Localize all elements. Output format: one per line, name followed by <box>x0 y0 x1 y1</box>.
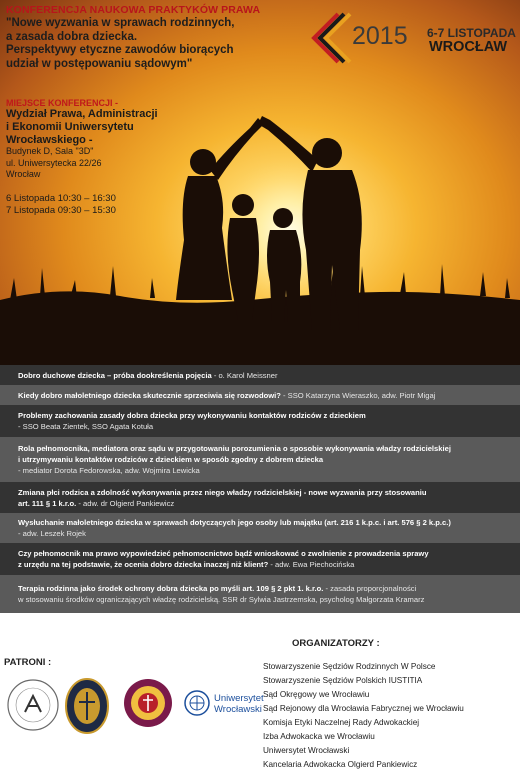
agenda-item <box>0 543 520 575</box>
agenda-topic: z urzędu na tej podstawie, że ocenia dobro dziecka inaczej niż klient? <box>18 560 269 569</box>
family-judges-association-seal-icon <box>123 678 173 728</box>
agenda-speakers: - adw. Leszek Rojek <box>18 529 86 538</box>
schedule-times <box>6 193 206 217</box>
schedule-time: 6 Listopada 10:30 – 16:30 <box>6 192 116 204</box>
venue-label: MIEJSCE KONFERENCJI - <box>6 98 119 108</box>
organizer-item: Uniwersytet Wrocławski <box>263 746 350 755</box>
agenda-topic: Dobro duchowe dziecka – próba dookreślenia pojęcia <box>18 371 212 380</box>
agenda-line <box>18 583 520 594</box>
agenda-item <box>0 385 520 405</box>
organizer-item: Sąd Rejonowy dla Wrocławia Fabrycznej we Wrocławiu <box>263 704 464 713</box>
agenda-topic: art. 111 § 1 k.r.o. <box>18 499 77 508</box>
agenda-topic: Wysłuchanie małoletniego dziecka w sprawach dotyczących jego osoby lub majątku (art. 216 1 k.p.c. i art. 576 § 2 k.p.c.) <box>18 518 451 527</box>
agenda-line <box>18 594 520 605</box>
conference-title-block <box>6 4 306 71</box>
agenda-line <box>18 528 520 539</box>
organizer-item: Stowarzyszenie Sędziów Polskich IUSTITIA <box>263 676 423 685</box>
chevron-stripes-icon <box>308 8 352 68</box>
subtitle-line: Perspektywy etyczne zawodów biorących <box>6 44 234 56</box>
agenda-topic: i utrzymywaniu kontaktów rodziców z dzieckiem w sposób zgodny z dobrem dziecka <box>18 455 324 464</box>
agenda-speakers: - o. Karol Meissner <box>211 371 278 380</box>
agenda-speakers: - adw. Ewa Piechocińska <box>268 560 355 569</box>
address-line: Budynek D, Sala "3D" <box>6 146 94 157</box>
logo-year: 2015 <box>352 22 408 50</box>
organizers-label: ORGANIZATORZY : <box>292 638 380 649</box>
university-name-line: Uniwersytet <box>214 693 264 704</box>
agenda-line <box>18 498 520 509</box>
organizer-item: Kancelaria Adwokacka Olgierd Pankiewicz <box>263 760 418 769</box>
agenda-line <box>18 390 520 401</box>
patrons-label: PATRONI : <box>4 657 52 668</box>
venue-block <box>6 98 206 217</box>
agenda-item <box>0 437 520 482</box>
university-logo <box>184 688 274 718</box>
subtitle-line: a zasada dobra dziecka. <box>6 30 138 43</box>
university-name-line: Wrocławski <box>214 704 262 715</box>
venue-name-line: Wrocławskiego - <box>6 133 93 146</box>
agenda-speakers: - adw. dr Olgierd Pankiewicz <box>76 499 175 508</box>
agenda-topic: Terapia rodzinna jako środek ochrony dobra dziecka po myśli art. 109 § 2 pkt 1. k.r.o. <box>18 584 324 593</box>
agenda-speakers: - zasada proporcjonalności <box>323 584 417 593</box>
agenda-topic: Problemy zachowania zasady dobra dziecka przy wykonywaniu kontaktów rodziców z dzieckiem <box>18 411 366 420</box>
organizer-item: Komisja Etyki Naczelnej Rady Adwokackiej <box>263 718 420 727</box>
agenda-speakers: - SSO Beata Zientek, SSO Agata Kotuła <box>18 422 154 431</box>
logo-city: WROCŁAW <box>429 39 508 55</box>
subtitle-line: "Nowe wyzwania w sprawach rodzinnych, <box>6 17 235 29</box>
conference-kicker: KONFERENCJA NAUKOWA PRAKTYKÓW PRAWA <box>6 4 261 16</box>
agenda-speakers: w stosowaniu środków ograniczających władzę rodzicielską. SSR dr Sylwia Jastrzemska, psycholog Małgorzata Kramarz <box>18 595 425 604</box>
agenda-topic: Czy pełnomocnik ma prawo wypowiedzieć pełnomocnictwo bądź wnioskować o zwolnienie z prowadzenia sprawy <box>18 549 429 558</box>
address-line: Wrocław <box>6 169 41 180</box>
organizer-item: Stowarzyszenie Sędziów Rodzinnych W Polsce <box>263 662 436 671</box>
event-logo <box>308 8 518 68</box>
agenda-topic: Kiedy dobro małoletniego dziecka skutecznie sprzeciwia się rozwodowi? <box>18 391 281 400</box>
agenda-line <box>18 465 520 476</box>
agenda-line <box>18 559 520 570</box>
bar-association-seal-icon <box>6 678 60 732</box>
venue-address <box>6 146 206 181</box>
agenda-line <box>18 410 520 421</box>
venue-name-line: Wydział Prawa, Administracji <box>6 108 158 120</box>
footer-section <box>0 613 520 769</box>
agenda-item <box>0 575 520 613</box>
agenda-line <box>18 454 520 465</box>
hero-banner <box>0 0 520 365</box>
organizer-item: Sąd Okręgowy we Wrocławiu <box>263 690 370 699</box>
agenda-speakers: - mediator Dorota Fedorowska, adw. Wojmira Lewicka <box>18 466 200 475</box>
logo-dates: 6-7 LISTOPADA <box>427 26 516 40</box>
address-line: ul. Uniwersytecka 22/26 <box>6 157 102 168</box>
agenda-list <box>0 365 520 613</box>
schedule-time: 7 Listopada 09:30 – 15:30 <box>6 204 116 216</box>
agenda-topic: Rola pełnomocnika, mediatora oraz sądu w przygotowaniu porozumienia o sposobie wykonywania władzy rodzicielskiej <box>18 444 451 453</box>
conference-subtitle <box>6 17 306 71</box>
agenda-line <box>18 443 520 454</box>
subtitle-line: udział w postępowaniu sądowym" <box>6 57 193 70</box>
iustitia-emblem-icon <box>64 678 110 734</box>
agenda-line <box>18 487 520 498</box>
agenda-topic: Zmiana płci rodzica a zdolność wykonywania przez niego władzy rodzicielskiej - nowe wyzwania przy stosowaniu <box>18 488 427 497</box>
organizers-list <box>263 660 513 772</box>
agenda-speakers: - SSO Katarzyna Wieraszko, adw. Piotr Migaj <box>280 391 436 400</box>
agenda-item <box>0 365 520 385</box>
university-crest-icon <box>184 690 210 716</box>
venue-name-line: i Ekonomii Uniwersytetu <box>6 120 134 133</box>
agenda-item <box>0 405 520 437</box>
agenda-item <box>0 513 520 543</box>
agenda-item <box>0 482 520 513</box>
venue-name <box>6 108 206 146</box>
agenda-line <box>18 370 520 381</box>
agenda-line <box>18 421 520 432</box>
agenda-line <box>18 548 520 559</box>
organizer-item: Izba Adwokacka we Wrocławiu <box>263 732 375 741</box>
agenda-line <box>18 517 520 528</box>
